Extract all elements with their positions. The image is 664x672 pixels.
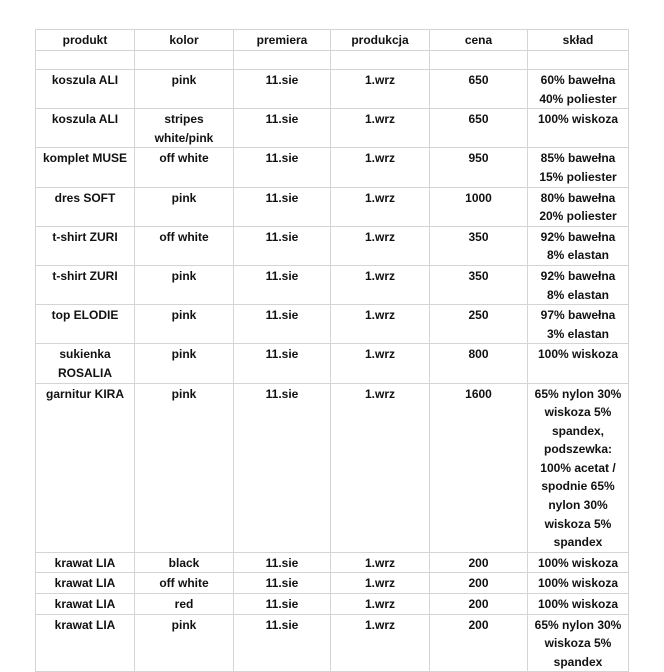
product-table-container (35, 29, 628, 672)
cell-produkt: krawat LIA (36, 594, 135, 615)
cell-cena: 1600 (430, 383, 528, 552)
cell-sklad: 100% wiskoza (528, 594, 629, 615)
cell-kolor: off white (135, 148, 234, 187)
cell-kolor: off white (135, 573, 234, 594)
cell-produkt: komplet MUSE (36, 148, 135, 187)
cell-produkcja: 1.wrz (331, 573, 430, 594)
cell-sklad: 65% nylon 30% wiskoza 5% spandex, podszewka: 100% acetat / spodnie 65% nylon 30% wiskoza 5% spandex (528, 383, 629, 552)
cell-kolor: stripes white/pink (135, 109, 234, 148)
cell-premiera: 11.sie (234, 552, 331, 573)
empty-cell (528, 51, 629, 70)
header-kolor: kolor (135, 30, 234, 51)
cell-produkt: t-shirt ZURI (36, 226, 135, 265)
cell-sklad: 60% bawełna 40% poliester (528, 70, 629, 109)
cell-premiera: 11.sie (234, 187, 331, 226)
cell-produkt: t-shirt ZURI (36, 265, 135, 304)
empty-cell (36, 51, 135, 70)
cell-produkt: sukienka ROSALIA (36, 344, 135, 383)
cell-premiera: 11.sie (234, 383, 331, 552)
table-row (36, 383, 629, 552)
cell-cena: 350 (430, 226, 528, 265)
cell-cena: 800 (430, 344, 528, 383)
cell-cena: 200 (430, 614, 528, 672)
cell-produkcja: 1.wrz (331, 344, 430, 383)
table-row (36, 265, 629, 304)
cell-sklad: 65% nylon 30% wiskoza 5% spandex (528, 614, 629, 672)
cell-produkcja: 1.wrz (331, 614, 430, 672)
header-row (36, 30, 629, 51)
cell-cena: 350 (430, 265, 528, 304)
empty-row (36, 51, 629, 70)
header-premiera: premiera (234, 30, 331, 51)
cell-premiera: 11.sie (234, 573, 331, 594)
header-cena: cena (430, 30, 528, 51)
cell-produkt: dres SOFT (36, 187, 135, 226)
table-body (36, 51, 629, 672)
cell-sklad: 97% bawełna 3% elastan (528, 305, 629, 344)
cell-kolor: pink (135, 187, 234, 226)
header-produkcja: produkcja (331, 30, 430, 51)
cell-sklad: 92% bawełna 8% elastan (528, 265, 629, 304)
cell-kolor: black (135, 552, 234, 573)
table-row (36, 70, 629, 109)
cell-cena: 650 (430, 70, 528, 109)
cell-produkt: krawat LIA (36, 552, 135, 573)
table-row (36, 594, 629, 615)
cell-premiera: 11.sie (234, 305, 331, 344)
cell-kolor: pink (135, 614, 234, 672)
table-row (36, 614, 629, 672)
table-row (36, 552, 629, 573)
cell-cena: 950 (430, 148, 528, 187)
cell-produkt: garnitur KIRA (36, 383, 135, 552)
cell-kolor: pink (135, 305, 234, 344)
table-row (36, 344, 629, 383)
table-row (36, 187, 629, 226)
cell-produkt: koszula ALI (36, 109, 135, 148)
table-row (36, 226, 629, 265)
cell-kolor: pink (135, 344, 234, 383)
cell-produkcja: 1.wrz (331, 383, 430, 552)
cell-produkt: koszula ALI (36, 70, 135, 109)
empty-cell (331, 51, 430, 70)
cell-produkt: top ELODIE (36, 305, 135, 344)
cell-premiera: 11.sie (234, 109, 331, 148)
cell-premiera: 11.sie (234, 594, 331, 615)
cell-sklad: 85% bawełna 15% poliester (528, 148, 629, 187)
cell-cena: 250 (430, 305, 528, 344)
cell-sklad: 100% wiskoza (528, 109, 629, 148)
cell-premiera: 11.sie (234, 265, 331, 304)
header-sklad: skład (528, 30, 629, 51)
cell-produkcja: 1.wrz (331, 552, 430, 573)
table-row (36, 148, 629, 187)
cell-produkcja: 1.wrz (331, 305, 430, 344)
cell-kolor: red (135, 594, 234, 615)
cell-cena: 650 (430, 109, 528, 148)
table-row (36, 109, 629, 148)
cell-produkcja: 1.wrz (331, 109, 430, 148)
cell-premiera: 11.sie (234, 70, 331, 109)
cell-sklad: 100% wiskoza (528, 573, 629, 594)
cell-produkt: krawat LIA (36, 614, 135, 672)
cell-produkcja: 1.wrz (331, 226, 430, 265)
cell-premiera: 11.sie (234, 148, 331, 187)
cell-sklad: 80% bawełna 20% poliester (528, 187, 629, 226)
cell-produkcja: 1.wrz (331, 265, 430, 304)
cell-produkt: krawat LIA (36, 573, 135, 594)
cell-cena: 200 (430, 594, 528, 615)
cell-premiera: 11.sie (234, 614, 331, 672)
cell-sklad: 92% bawełna 8% elastan (528, 226, 629, 265)
cell-premiera: 11.sie (234, 344, 331, 383)
cell-sklad: 100% wiskoza (528, 344, 629, 383)
cell-kolor: pink (135, 383, 234, 552)
product-table (35, 29, 629, 672)
empty-cell (430, 51, 528, 70)
table-row (36, 573, 629, 594)
cell-cena: 1000 (430, 187, 528, 226)
cell-produkcja: 1.wrz (331, 148, 430, 187)
cell-cena: 200 (430, 573, 528, 594)
cell-cena: 200 (430, 552, 528, 573)
empty-cell (234, 51, 331, 70)
cell-kolor: pink (135, 265, 234, 304)
cell-kolor: pink (135, 70, 234, 109)
cell-kolor: off white (135, 226, 234, 265)
cell-sklad: 100% wiskoza (528, 552, 629, 573)
header-produkt: produkt (36, 30, 135, 51)
table-row (36, 305, 629, 344)
cell-produkcja: 1.wrz (331, 187, 430, 226)
empty-cell (135, 51, 234, 70)
cell-premiera: 11.sie (234, 226, 331, 265)
cell-produkcja: 1.wrz (331, 594, 430, 615)
cell-produkcja: 1.wrz (331, 70, 430, 109)
